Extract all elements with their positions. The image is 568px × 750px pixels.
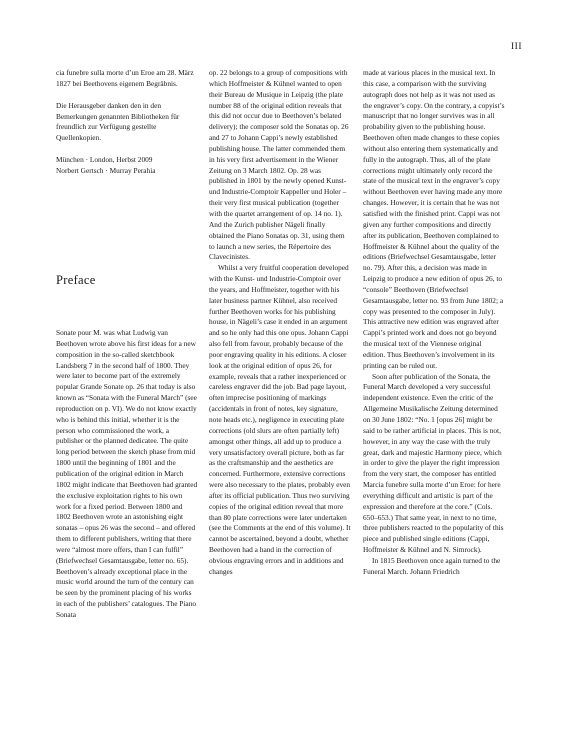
- section-heading: Preface: [56, 273, 96, 287]
- signature-block: München · London, Herbst 2009 Norbert Gertsch · Murray Perahia: [56, 155, 156, 175]
- page-number: III: [511, 42, 522, 52]
- paragraph: Whilst a very fruitful cooperation developed with the Kunst- und Industrie-Comptoir over the years, and Hoffmeister, together with his later business partner Kühnel, also received further Beethoven works for his publishing house, in Nägeli’s case it ended in an argument and so he only had this one opus. Johann Cappi also fell from favour, probably because of the poor engraving quality in his editions. A closer look at the original edition of opus 26, for example, reveals that a rather inexperienced or careless engraver did the job. Bad page layout, often imprecise positioning of markings (accidentals in front of notes, key signature, note heads etc.), negligence in executing plate corrections (old slurs are often partially left) amongst other things, all add up to produce a very unsatisfactory overall picture, both as far as the craftsmanship and the aesthetics are concerned. Furthermore, extensive corrections were also necessary to the plates, probably even after its official publication. Thus two surviving copies of the original edition reveal that more than 80 plate corrections were later undertaken (see the Comments at the end of this volume). It cannot be ascertained, beyond a doubt, whether Beethoven had a hand in the correction of obvious engraving errors and in additions and changes: [209, 263, 351, 576]
- column-middle: [209, 68, 351, 578]
- paragraph: Die Herausgeber danken den in den Bemerkungen genannten Bibliotheken für freundlich zur Verfügung gestellte Quellenkopien.: [56, 100, 180, 143]
- column-left-top: [56, 68, 198, 177]
- paragraph: In 1815 Beethoven once again turned to the Funeral March. Johann Friedrich: [363, 555, 501, 576]
- paragraph: op. 22 belongs to a group of compositions with which Hoffmeister & Kühnel wanted to open their Bureau de Musique in Leipzig (the plate number 88 of the original edition reveals that this did not occur due to Beethoven’s belated delivery); the composer sold the Sonatas op. 26 and 27 to Johann Cappi’s newly established publishing house. The latter commended them in his very first advertisement in the Wiener Zeitung on 3 March 1802. Op. 28 was published in 1801 by the newly opened Kunst- und Industrie-Comptoir Kappeller und Holer – their very first musical publication (together with the quartet arrangement of op. 14 no. 1). And the Zurich publisher Nägeli finally obtained the Piano Sonatas op. 31, using them to launch a new series, the Répertoire des Clavecinistes.: [209, 68, 349, 262]
- paragraph: made at various places in the musical text. In this case, a comparison with the surviving autograph does not help as it was not used as the engraver’s copy. On the contrary, a copyist’s manuscript that no longer survives was in all probability given to the publishing house. Beethoven often made changes to these copies without also entering them systematically and fully in the autograph. Thus, all of the plate corrections might ultimately only record the state of the musical text in the engraver’s copy without Beethoven ever having made any more changes. However, it is certain that he was not satisfied with the finished print. Cappi was not given any further compositions and directly after its publication, Beethoven complained to Hoffmeister & Kühnel about the quality of the editions (Briefwechsel Gesamtausgabe, letter no. 79). After this, a decision was made in Leipzig to produce a new edition of opus 26, to “console” Beethoven (Briefwechsel Gesamtausgabe, letter no. 93 from June 1802; a copy was presented to the composer in July). This attractive new edition was engraved after Cappi’s printed work and does not go beyond the musical text of the Viennese original edition. Thus Beethoven’s involvement in its printing can be ruled out.: [363, 68, 505, 370]
- paragraph: cia funebre sulla morte d’un Eroe am 28. März 1827 bei Beethovens eigenem Begräbnis.: [56, 68, 194, 88]
- paragraph: Soon after publication of the Sonata, the Funeral March developed a very successful independent existence. Even the critic of the Allgemeine Musikalische Zeitung determined on 30 June 1802: “No. 1 [opus 26] might be said to be rather artificial in places. This is not, however, in any way the case with the truly great, dark and majestic Harmony piece, which in order to give the player the right impression from the very start, the composer has entitled Marcia funebre sulla morte d’un Eroe: for here everything difficult and artistic is part of the expression and therefore at the core.” (Cols. 650–653.) That same year, in next to no time, three publishers reacted to the popularity of this piece and published single editions (Cappi, Hoffmeister & Kühnel and N. Simrock).: [363, 371, 504, 555]
- column-right: [363, 68, 505, 578]
- column-left-body: [56, 328, 198, 621]
- paragraph: Sonate pour M. was what Ludwig van Beethoven wrote above his first ideas for a new composition in the so-called sketchbook Landsberg 7 in the second half of 1800. They were later to become part of the extremely popular Grande Sonate op. 26 that today is also known as “Sonata with the Funeral March” (see reproduction on p. VI). We do not know exactly who is behind this initial, whether it is the person who commissioned the work, a publisher or the planned dedicatee. The quite long period between the sketch phase from mid 1800 until the beginning of 1801 and the publication of the original edition in March 1802 might indicate that Beethoven had granted the exclusive exploitation rights to his own work for a fixed period. Between 1800 and 1802 Beethoven wrote an astonishing eight sonatas – opus 26 was the second – and offered them to different publishers, writing that there were “almost more offers, than I can fulfil” (Briefwechsel Gesamtausgabe, letter no. 65). Beethoven’s already exceptional place in the music world around the turn of the century can be seen by the prominent placing of his works in each of the publishers’ catalogues. The Piano Sonata: [56, 328, 198, 619]
